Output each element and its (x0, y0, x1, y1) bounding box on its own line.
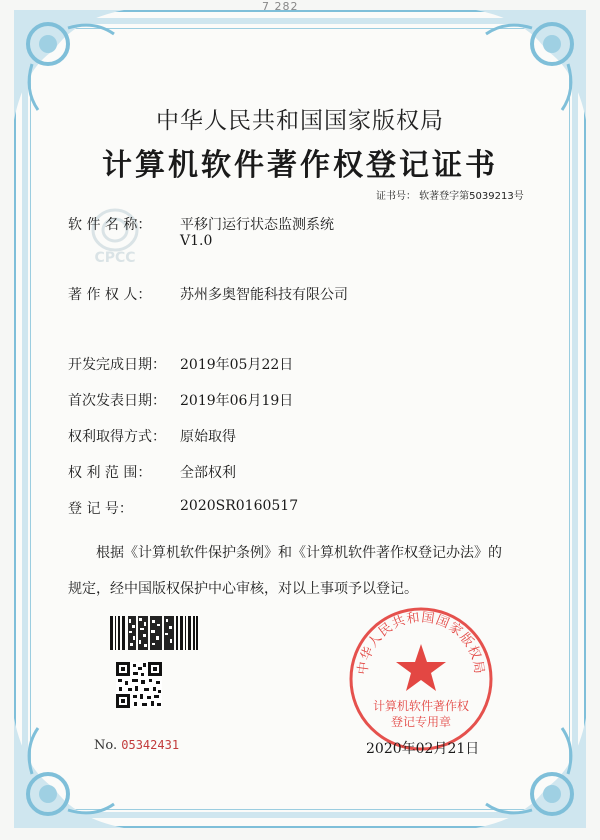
reg-no-value: 2020SR0160517 (180, 498, 299, 514)
dev-date-label: 开发完成日期： (68, 357, 166, 373)
qr-code-image (116, 662, 162, 708)
owner-value: 苏州多奥智能科技有限公司 (180, 287, 348, 303)
software-name-label: 软 件 名 称： (68, 217, 152, 233)
software-version-value: V1.0 (180, 233, 213, 249)
serial-number (94, 738, 179, 753)
acquire-label: 权利取得方式： (68, 429, 166, 445)
scope-label: 权 利 范 围： (68, 465, 152, 481)
barcode-image (110, 616, 198, 650)
certificate-number: 证书号： 软著登字第5039213号 (376, 191, 524, 202)
owner-label: 著 作 权 人： (68, 287, 152, 303)
acquire-value: 原始取得 (180, 429, 236, 445)
handwritten-note: 7 282 (262, 0, 299, 13)
pub-date-value: 2019年06月19日 (180, 393, 294, 409)
scope-value: 全部权利 (180, 465, 236, 481)
body-paragraph-line-2: 规定，经中国版权保护中心审核，对以上事项予以登记。 (68, 581, 418, 597)
certificate-title: 计算机软件著作权登记证书 (102, 148, 498, 183)
svg-text:中华人民共和国国家版权局: 中华人民共和国国家版权局 (355, 610, 487, 676)
reg-no-label: 登 记 号： (68, 501, 133, 517)
corner-ornament-bottom-left (14, 718, 124, 828)
serial-number-value: 05342431 (121, 738, 180, 752)
pub-date-label: 首次发表日期： (68, 393, 166, 409)
svg-text:CPCC: CPCC (94, 250, 136, 266)
dev-date-value: 2019年05月22日 (180, 357, 294, 373)
body-paragraph-line-1: 根据《计算机软件保护条例》和《计算机软件著作权登记办法》的 (96, 545, 502, 561)
issuer-title: 中华人民共和国国家版权局 (156, 108, 444, 134)
serial-prefix: No. (94, 738, 118, 753)
software-name-value: 平移门运行状态监测系统 (180, 217, 334, 233)
issue-date: 2020年02月21日 (366, 741, 480, 757)
svg-text:登记专用章: 登记专用章 (390, 715, 452, 729)
official-red-seal (346, 604, 496, 754)
svg-text:计算机软件著作权: 计算机软件著作权 (372, 699, 470, 713)
